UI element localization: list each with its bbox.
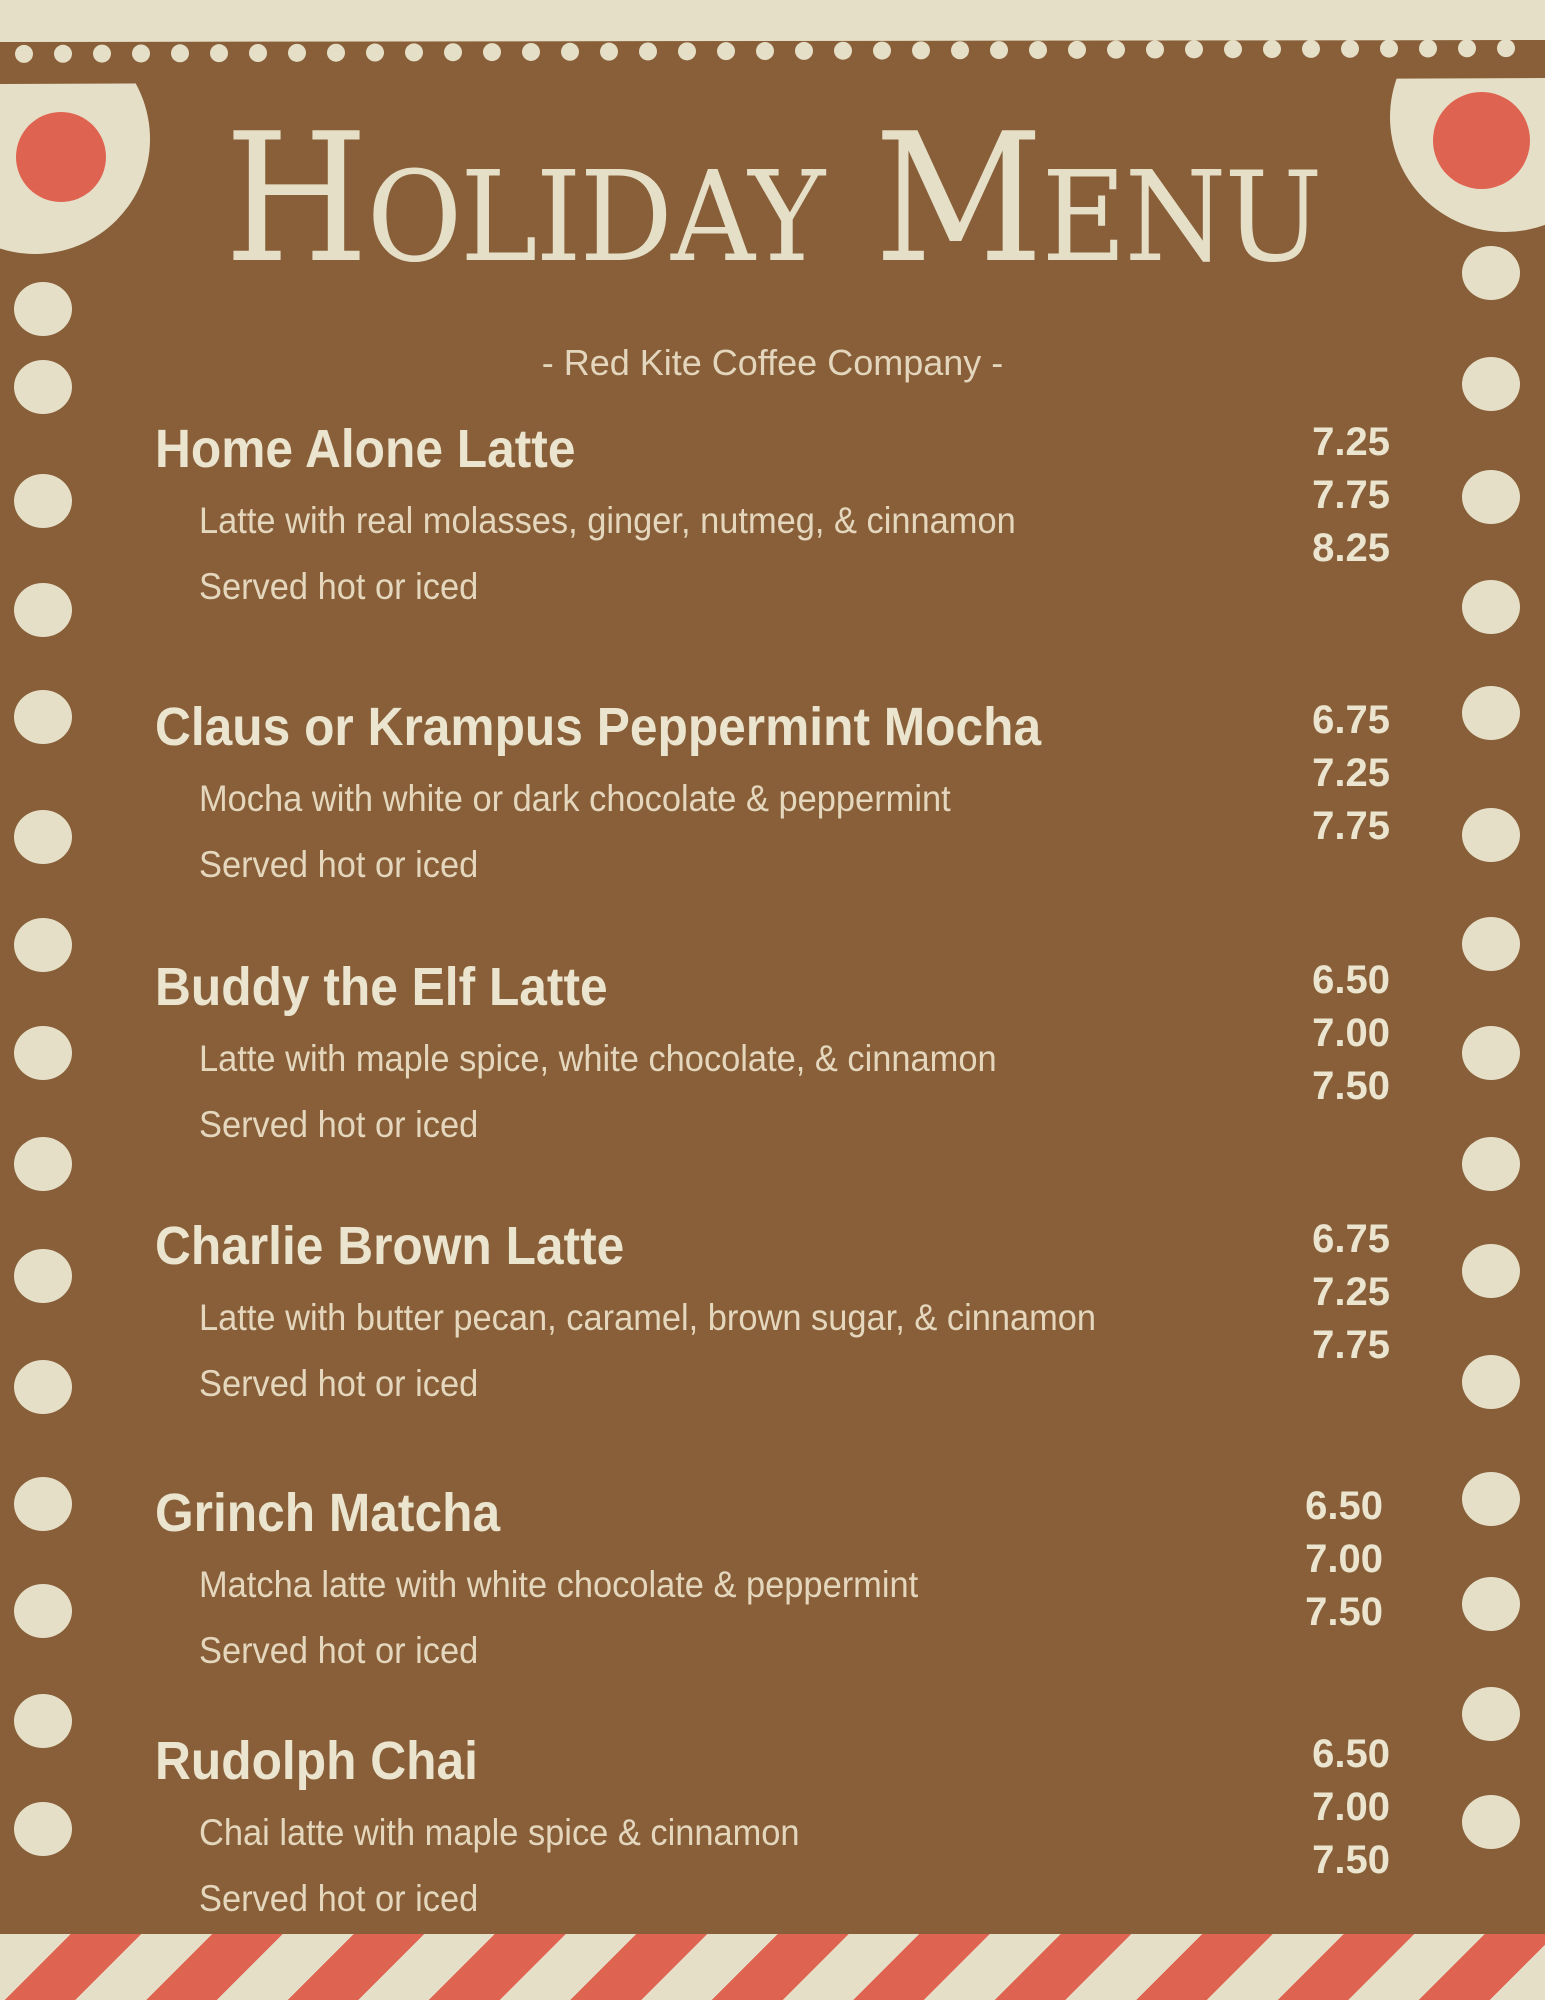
price-small: 6.50 (1312, 958, 1390, 1002)
side-dot (1462, 917, 1520, 971)
menu-title: Holiday Menu (224, 95, 1321, 302)
item-note: Served hot or iced (199, 1630, 479, 1671)
side-dot (14, 1360, 72, 1414)
top-dot (990, 41, 1008, 59)
top-dot (1029, 41, 1047, 59)
candy-stripe-border (0, 1934, 1545, 2000)
top-dot (132, 44, 150, 62)
price-small: 6.50 (1305, 1484, 1383, 1528)
top-dot (1497, 39, 1515, 57)
item-prices (1270, 1728, 1390, 1887)
side-dot (1462, 1577, 1520, 1631)
item-description: Latte with butter pecan, caramel, brown sugar, & cinnamon (199, 1297, 1097, 1338)
top-dot (171, 44, 189, 62)
top-dot (795, 42, 813, 60)
side-dot (14, 1802, 72, 1856)
side-dot (14, 810, 72, 864)
top-dot (1068, 41, 1086, 59)
side-dot (14, 1477, 72, 1531)
top-dot (288, 44, 306, 62)
item-note: Served hot or iced (199, 566, 479, 607)
price-small: 7.25 (1312, 420, 1390, 464)
top-dot (600, 43, 618, 61)
top-dot (54, 45, 72, 63)
item-description: Mocha with white or dark chocolate & peppermint (199, 778, 951, 819)
item-note: Served hot or iced (199, 1878, 479, 1919)
price-large: 7.75 (1312, 804, 1390, 848)
top-dot (249, 44, 267, 62)
side-dot (14, 1584, 72, 1638)
price-small: 6.75 (1312, 698, 1390, 742)
side-dot (14, 474, 72, 528)
item-name: Buddy the Elf Latte (155, 957, 608, 1017)
top-dot (756, 42, 774, 60)
item-description: Matcha latte with white chocolate & peppermint (199, 1564, 919, 1605)
price-medium: 7.00 (1312, 1785, 1390, 1829)
top-dot-border (0, 0, 1545, 90)
top-dot (639, 42, 657, 60)
item-prices (1270, 416, 1390, 575)
top-dot (93, 45, 111, 63)
price-large: 8.25 (1312, 526, 1390, 570)
side-dot (1462, 1137, 1520, 1191)
top-dot (483, 43, 501, 61)
top-dot (1224, 40, 1242, 58)
top-dot (210, 44, 228, 62)
side-dot (1462, 1687, 1520, 1741)
item-name: Rudolph Chai (155, 1731, 478, 1791)
price-small: 6.50 (1312, 1732, 1390, 1776)
item-description: Chai latte with maple spice & cinnamon (199, 1812, 800, 1853)
side-dot (1462, 808, 1520, 862)
menu-subtitle: - Red Kite Coffee Company - (541, 342, 1004, 383)
item-prices (1270, 1213, 1390, 1372)
top-dot (327, 44, 345, 62)
price-large: 7.50 (1312, 1838, 1390, 1882)
side-dot (1462, 686, 1520, 740)
top-dot (1185, 40, 1203, 58)
price-large: 7.75 (1312, 1323, 1390, 1367)
item-note: Served hot or iced (199, 1104, 479, 1145)
top-dot (834, 42, 852, 60)
item-name: Charlie Brown Latte (155, 1216, 625, 1276)
item-name: Grinch Matcha (155, 1483, 501, 1543)
side-dot (1462, 580, 1520, 634)
side-dot (1462, 1472, 1520, 1526)
side-dot (1462, 470, 1520, 524)
top-dot (1419, 39, 1437, 57)
top-dot (444, 43, 462, 61)
side-dot (14, 918, 72, 972)
top-dot (1341, 40, 1359, 58)
side-dot (1462, 1795, 1520, 1849)
item-name: Home Alone Latte (155, 419, 576, 479)
item-description: Latte with real molasses, ginger, nutmeg, & cinnamon (199, 500, 1016, 541)
top-dot (522, 43, 540, 61)
top-dot (678, 42, 696, 60)
item-note: Served hot or iced (199, 1363, 479, 1404)
price-medium: 7.75 (1312, 473, 1390, 517)
item-name: Claus or Krampus Peppermint Mocha (155, 697, 1042, 757)
side-dot (14, 1026, 72, 1080)
price-medium: 7.25 (1312, 1270, 1390, 1314)
side-dot (14, 282, 72, 336)
side-dot (14, 1137, 72, 1191)
price-large: 7.50 (1305, 1590, 1383, 1634)
top-dot (1380, 40, 1398, 58)
top-dot (1302, 40, 1320, 58)
side-dot (1462, 1244, 1520, 1298)
price-large: 7.50 (1312, 1064, 1390, 1108)
top-dot (873, 42, 891, 60)
item-note: Served hot or iced (199, 844, 479, 885)
item-prices (1270, 954, 1390, 1113)
price-medium: 7.00 (1305, 1537, 1383, 1581)
price-medium: 7.00 (1312, 1011, 1390, 1055)
side-dot (1462, 1355, 1520, 1409)
price-small: 6.75 (1312, 1217, 1390, 1261)
top-dot (1263, 40, 1281, 58)
side-dot (1462, 1026, 1520, 1080)
top-dot (405, 43, 423, 61)
price-medium: 7.25 (1312, 751, 1390, 795)
side-dot (14, 690, 72, 744)
top-dot (1107, 41, 1125, 59)
side-dot (14, 583, 72, 637)
item-prices (1263, 1480, 1383, 1639)
item-description: Latte with maple spice, white chocolate, & cinnamon (199, 1038, 997, 1079)
top-dot (1458, 39, 1476, 57)
top-dot (561, 43, 579, 61)
top-dot (1146, 41, 1164, 59)
top-dot (912, 41, 930, 59)
top-dot (951, 41, 969, 59)
top-dot (15, 45, 33, 63)
item-prices (1270, 694, 1390, 853)
top-dot (717, 42, 735, 60)
side-dot (14, 1249, 72, 1303)
top-dot (366, 44, 384, 62)
menu-panel (0, 42, 1545, 1934)
side-dot (14, 1694, 72, 1748)
